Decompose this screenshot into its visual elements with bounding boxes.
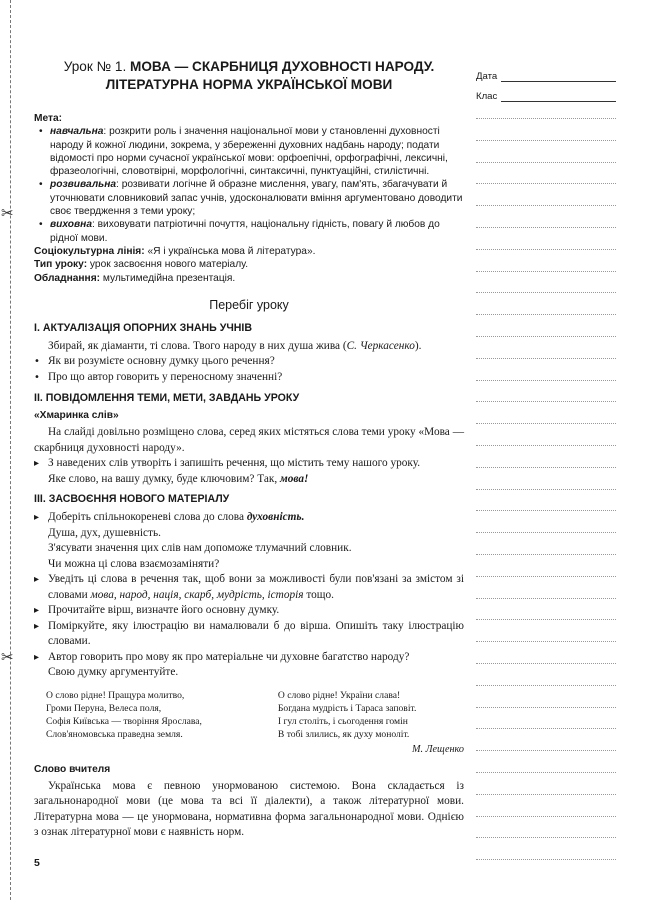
note-line (476, 772, 616, 773)
note-line (476, 489, 616, 490)
scissors-icon: ✂ (1, 204, 14, 222)
notes-sidebar (476, 62, 616, 102)
note-line (476, 619, 616, 620)
note-line (476, 140, 616, 141)
lesson-title: Урок № 1. МОВА — СКАРБНИЦЯ ДУХОВНОСТІ НАРОДУ. ЛІТЕРАТУРНА НОРМА УКРАЇНСЬКОЇ МОВИ (63, 59, 435, 92)
poem-right-column: О слово рідне! України слава! Богдана мудрість і Тараса заповіт. І гул століть, і сьогодення гомін В тобі злились, як духу моноліт. (277, 689, 417, 741)
note-line (476, 292, 616, 293)
note-line (476, 183, 616, 184)
note-line (476, 576, 616, 577)
note-line (476, 728, 616, 729)
note-line (476, 401, 616, 402)
question-item: • Як ви розумієте основну думку цього речення? (34, 355, 275, 368)
note-line (476, 445, 616, 446)
cut-line (10, 0, 11, 900)
note-line (476, 249, 616, 250)
task-line: З'ясувати значення цих слів нам допоможе тлумачний словник. (48, 542, 352, 555)
note-line (476, 380, 616, 381)
scissors-icon: ✂ (1, 648, 14, 666)
poem-left-column: О слово рідне! Пращура молитво, Громи Перуна, Велеса поля, Софія Київська — творіння Ярослава, Слов'яномовська праведна земля. (46, 689, 202, 741)
task-line: Чи можна ці слова взаємозаміняти? (48, 557, 220, 570)
goal-item: • розвивальна: розвивати логічне й образне мислення, увагу, пам'ять, збагачувати й уточнювати словниковий запас учнів, удосконалювати вміння аргументовано доводити своє твердження з теми уроку; (39, 179, 463, 218)
goal-item: • навчальна: розкрити роль і значення національної мови у становленні духовності народу й кожної людини, зокрема, у збереженні духовних надбань народу; подати відомості про норми сучасної української мови: орфоепічні, орфографічні, лексичні, фразеологічні, словотвірні, морфологічні, синтаксичні, пунктуаційні, стилістичні. (39, 126, 448, 178)
culture-line: Соціокультурна лінія: «Я і українська мова й література». (34, 245, 316, 257)
note-line (476, 532, 616, 533)
note-line (476, 162, 616, 163)
teacher-word-heading: Слово вчителя (34, 763, 111, 775)
note-line (476, 663, 616, 664)
task-item: ▸ Поміркуйте, яку ілюстрацію ви намалювали б до вірша. Опишіть таку ілюстрацію словами. (34, 619, 464, 648)
date-field: Дата (476, 62, 616, 82)
note-line (476, 227, 616, 228)
note-line (476, 423, 616, 424)
task-continuation: Яке слово, на вашу думку, буде ключовим? Так, мова! (48, 472, 309, 485)
task-item: ▸ З наведених слів утворіть і запишіть речення, що містить тему нашого уроку. (34, 457, 421, 470)
section-2-heading: ІІ. ПОВІДОМЛЕННЯ ТЕМИ, МЕТИ, ЗАВДАНЬ УРОКУ (34, 392, 300, 405)
task-item: ▸ Доберіть спільнокореневі слова до слова духовність. (34, 511, 305, 524)
note-line (476, 685, 616, 686)
epigraph: Збирай, як діаманти, ті слова. Твого народу в них душа жива (С. Черкасенко). (48, 339, 422, 352)
class-field: Клас (476, 82, 616, 102)
note-line (476, 816, 616, 817)
progress-heading: Перебіг уроку (209, 297, 289, 312)
note-line (476, 859, 616, 860)
note-line (476, 118, 616, 119)
note-line (476, 750, 616, 751)
section-1-heading: І. АКТУАЛІЗАЦІЯ ОПОРНИХ ЗНАНЬ УЧНІВ (34, 321, 253, 334)
poem (46, 689, 464, 742)
note-line (476, 336, 616, 337)
lesson-type: Тип уроку: урок засвоєння нового матеріалу. (34, 259, 249, 271)
lesson-content (34, 58, 464, 841)
note-line (476, 554, 616, 555)
note-line (476, 205, 616, 206)
lesson-goals: Мета: • навчальна: розкрити роль і значення національної мови у становленні духовності народу й кожної людини, зокрема, у збереженні духовних надбань народу; подати відомості про норми сучасної української мови: орфоепічні, орфографічні, лексичні, фразеологічні, словотвірні, морфологічні, синтаксичні, пунктуаційні, стилістичні. • розвивальна: розвивати логічне й образне мислення, увагу, пам'ять, збагачувати й уточнювати словниковий запас учнів, удосконалювати вміння аргументовано доводити своє твердження з теми уроку; • виховна: виховувати патріотичні почуття, національну гідність, повагу й любов до рідної мови. Соціокультурна лінія: «Я і українська мова й література». Тип уроку: урок засвоєння нового матеріалу. Обладнання: мультимедійна презентація. (34, 113, 463, 284)
section-3-heading: ІІІ. ЗАСВОЄННЯ НОВОГО МАТЕРІАЛУ (34, 493, 230, 506)
note-line (476, 641, 616, 642)
note-line (476, 314, 616, 315)
word-cloud-subheading: «Хмаринка слів» (34, 410, 119, 422)
note-line (476, 467, 616, 468)
goal-item: • виховна: виховувати патріотичні почуття, національну гідність, повагу й любов до рідної мови. (39, 219, 440, 244)
task-line: Свою думку аргументуйте. (48, 666, 179, 679)
task-item: ▸ Автор говорить про мову як про матеріальне чи духовне багатство народу? (34, 650, 410, 663)
note-line (476, 707, 616, 708)
note-line (476, 358, 616, 359)
poem-author: М. Лещенко (412, 743, 464, 755)
note-line (476, 510, 616, 511)
equipment: Обладнання: мультимедійна презентація. (34, 272, 236, 284)
page-number: 5 (34, 857, 40, 869)
section-2-text: На слайді довільно розміщено слова, серед яких містяться слова теми уроку «Мова — скарбниця духовності народу». (34, 426, 464, 454)
note-line (476, 271, 616, 272)
note-line (476, 598, 616, 599)
task-item: ▸ Уведіть ці слова в речення так, щоб вони за можливості були пов'язані за змістом зі словами мова, народ, нація, скарб, мудрість, історія тощо. (34, 573, 464, 601)
note-line (476, 837, 616, 838)
task-item: ▸ Прочитайте вірш, визначте його основну думку. (34, 604, 280, 617)
question-item: • Про що автор говорить у переносному значенні? (34, 370, 283, 383)
teacher-word-text: Українська мова є певною унормованою системою. Вона складається із загальнонародної мови (це мова та всі її діалекти), а також літературної мови. Літературна мова — це унормована, нормативна форма загальнонародної мови. Однією з ознак літературної мови є наявність норм. (34, 779, 464, 839)
note-line (476, 794, 616, 795)
task-line: Душа, дух, душевність. (48, 526, 161, 539)
